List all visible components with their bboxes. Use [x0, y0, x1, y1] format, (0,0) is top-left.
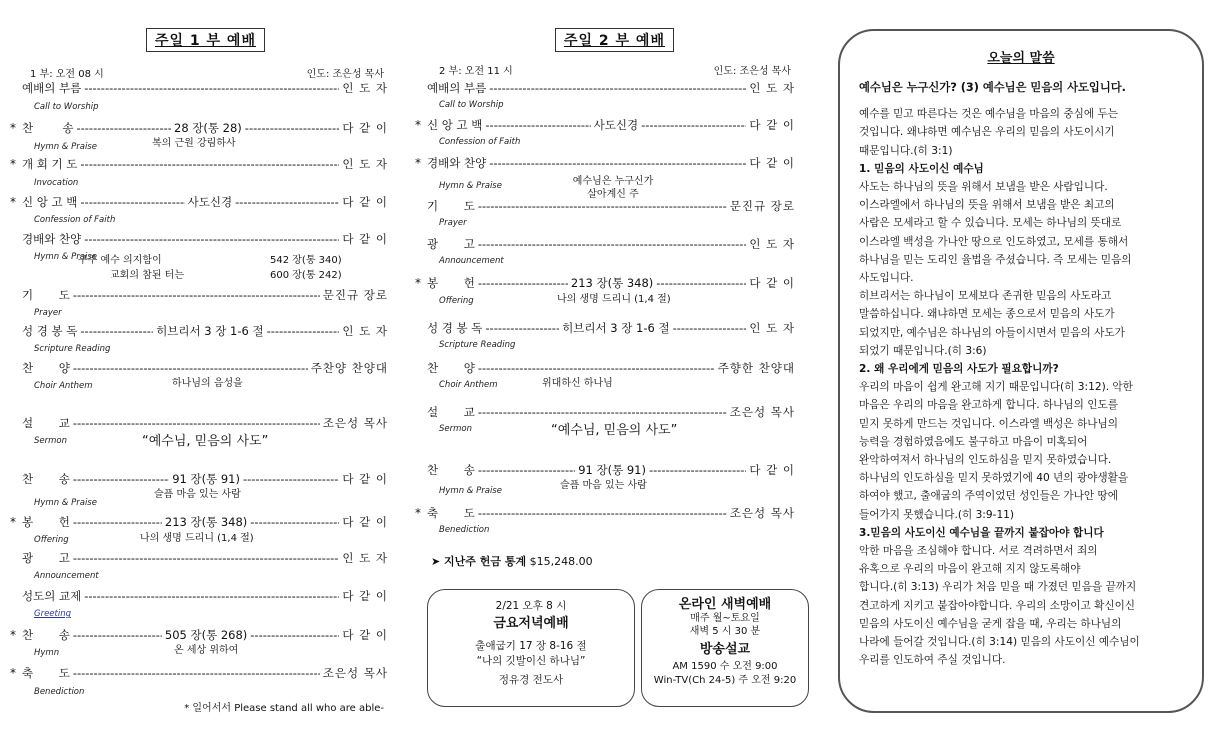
order-leader: 주향한 찬양대	[717, 361, 795, 375]
second-service-title: 주일 2 부 예배	[555, 28, 674, 52]
order-label: 찬 송	[22, 121, 74, 135]
message-line: 유혹으로 우리의 마음이 완고해 지지 않도록해야	[859, 563, 1081, 576]
first-service-leader: 인도: 조은성 목사	[306, 69, 384, 80]
praise-sub-1: 예수님은 누구신가	[572, 176, 654, 187]
message-line: 우리의 마음이 쉽게 완고해 지기 때문입니다(히 3:12). 악한	[859, 381, 1133, 394]
broadcast-am: AM 1590 수 오전 9:00	[672, 661, 778, 672]
order-leader: 주찬양 찬양대	[310, 361, 388, 375]
leader-dots	[73, 628, 162, 642]
order-row	[415, 506, 795, 520]
order-leader: 문진규 장로	[729, 199, 795, 213]
order-leader: 다 같 이	[342, 121, 388, 135]
leader-dots	[76, 121, 171, 135]
hymn-title: 하나님의 음성을	[172, 378, 243, 389]
dawn-time: 새벽 5 시 30 분	[689, 626, 761, 637]
message-line: 예수를 믿고 따른다는 것은 예수님을 마음의 중심에 두는	[859, 108, 1118, 121]
order-english: Invocation	[34, 178, 79, 188]
stand-marker: *	[10, 121, 16, 135]
leader-dots	[485, 118, 590, 132]
order-label: 설 교	[427, 405, 475, 419]
message-line: 들어가지 못했습니다.(히 3:9-11)	[859, 508, 1015, 521]
order-label: 광 고	[22, 551, 70, 565]
dawn-name: 온라인 새벽예배	[678, 597, 772, 612]
hymn-title: 나의 생명 드리니 (1,4 절)	[140, 533, 254, 544]
order-label: 성 경 봉 독	[427, 321, 483, 335]
order-label: 찬 양	[427, 361, 475, 375]
order-english: Call to Worship	[34, 102, 99, 112]
order-label: 찬 송	[22, 628, 70, 642]
order-row	[415, 118, 795, 132]
order-label: 경배와 찬양	[22, 232, 82, 246]
order-leader: 다 같 이	[342, 472, 388, 486]
order-leader: 인 도 자	[342, 551, 388, 565]
order-label: 설 교	[22, 416, 70, 430]
order-english: Hymn & Praise	[34, 498, 97, 508]
order-label: 찬 송	[427, 463, 475, 477]
order-english: Choir Anthem	[439, 380, 498, 390]
leader-dots	[489, 81, 746, 95]
order-leader: 다 같 이	[342, 232, 388, 246]
order-leader: 문진규 장로	[322, 288, 388, 302]
order-row	[10, 157, 388, 171]
stand-marker: *	[415, 156, 421, 170]
friday-passage: 출애굽기 17 장 8-16 절	[475, 640, 587, 652]
order-english: Hymn & Praise	[34, 252, 97, 262]
message-line: 때문입니다.(히 3:1)	[859, 144, 953, 157]
order-label: 광 고	[427, 237, 475, 251]
order-english: Offering	[439, 296, 474, 306]
order-detail: 213 장(통 348)	[570, 276, 654, 290]
order-leader: 인 도 자	[749, 81, 795, 95]
order-leader: 다 같 이	[342, 589, 388, 603]
order-row	[427, 237, 795, 251]
order-leader: 인 도 자	[342, 81, 388, 95]
leader-dots	[73, 666, 320, 680]
leader-dots	[250, 628, 339, 642]
offering-stats-label: ➤ 지난주 헌금 통계	[431, 555, 527, 568]
leader-dots	[80, 324, 153, 338]
order-label: 축 도	[427, 506, 475, 520]
order-row	[22, 416, 388, 430]
praise-sub-2: 살아계신 주	[587, 189, 639, 200]
order-row	[22, 361, 388, 375]
order-row	[22, 288, 388, 302]
message-subheading: 1. 믿음의 사도이신 예수님	[859, 162, 984, 175]
order-label: 찬 양	[22, 361, 70, 375]
order-leader: 다 같 이	[749, 118, 795, 132]
message-subheading: 3.믿음의 사도이신 예수님을 끝까지 붙잡아야 합니다	[859, 526, 1104, 539]
leader-dots	[73, 361, 308, 375]
offering-stats-value: $15,248.00	[529, 555, 593, 568]
order-english: Announcement	[34, 571, 99, 581]
order-label: 예배의 부름	[22, 81, 82, 95]
order-label: 봉 헌	[427, 276, 475, 290]
order-english: Hymn & Praise	[439, 486, 502, 496]
order-row	[22, 472, 388, 486]
stand-marker: *	[10, 515, 16, 529]
stand-marker: *	[10, 666, 16, 680]
order-english: Hymn & Praise	[34, 142, 97, 152]
order-leader: 인 도 자	[749, 321, 795, 335]
message-line: 우리를 인도하여 주실 것입니다.	[859, 654, 1006, 667]
leader-dots	[84, 81, 339, 95]
order-label: 봉 헌	[22, 515, 70, 529]
order-detail: 28 장(통 28)	[174, 121, 242, 135]
hymn-title: 복의 근원 강림하사	[152, 138, 236, 149]
message-line: 믿지 못하게 만드는 것입니다. 이스라엘 백성은 하나님의	[859, 417, 1118, 430]
order-row	[427, 463, 795, 477]
order-english: Confession of Faith	[439, 137, 521, 147]
order-label: 성도의 교제	[22, 589, 82, 603]
broadcast-title: 방송설교	[699, 642, 751, 657]
order-leader: 인 도 자	[749, 237, 795, 251]
order-leader: 조은성 목사	[729, 405, 795, 419]
hymn-title: 위대하신 하나님	[542, 378, 613, 389]
second-service-time: 2 부: 오전 11 시	[439, 66, 513, 77]
stand-marker: *	[415, 506, 421, 520]
order-row	[427, 199, 795, 213]
order-leader: 다 같 이	[749, 463, 795, 477]
order-label: 기 도	[22, 288, 70, 302]
message-line: 악한 마음을 조심해야 합니다. 서로 격려하면서 죄의	[859, 545, 1098, 558]
leader-dots	[478, 199, 727, 213]
message-title: 오늘의 말씀	[987, 51, 1055, 66]
hymn-title: 슬픔 마음 있는 사람	[560, 480, 647, 491]
message-line: 합니다.(히 3:13) 우리가 처음 믿을 때 가졌던 믿음을 끝까지	[859, 581, 1137, 594]
message-paragraphs	[859, 105, 1182, 669]
order-leader: 조은성 목사	[322, 666, 388, 680]
message-line: 완악하여져서 하나님의 인도하심을 믿지 못하였습니다.	[859, 454, 1112, 467]
first-service-title: 주일 1 부 예배	[146, 28, 265, 52]
order-row	[22, 324, 388, 338]
order-leader: 다 같 이	[342, 628, 388, 642]
order-row	[10, 515, 388, 529]
leader-dots	[673, 321, 747, 335]
friday-speaker: 정유경 전도사	[498, 674, 564, 686]
stand-marker: *	[10, 157, 16, 171]
order-english: Announcement	[439, 256, 504, 266]
message-line: 되었기 때문입니다.(히 3:6)	[859, 344, 987, 357]
message-line: 나라에 들어갈 것입니다.(히 3:14) 믿음의 사도이신 예수님이	[859, 636, 1140, 649]
message-line: 믿음의 사도이신 예수님을 굳게 잡을 때, 우리는 하나님의	[859, 617, 1122, 630]
broadcast-tv: Win-TV(Ch 24-5) 주 오전 9:20	[653, 675, 797, 686]
order-leader: 조은성 목사	[729, 506, 795, 520]
second-service-leader: 인도: 조은성 목사	[713, 66, 791, 77]
leader-dots	[73, 551, 340, 565]
order-detail: 사도신경	[187, 195, 233, 209]
praise-song-1: 구주 예수 의지함이	[78, 255, 162, 266]
message-line: 되었지만, 예수님은 하나님의 아들이시면서 믿음의 사도가	[859, 326, 1125, 339]
message-line: 하나님의 인도하심을 믿지 못하였기에 40 년의 광야생활을	[859, 472, 1129, 485]
leader-dots	[73, 288, 320, 302]
message-line: 말씀하십니다. 왜냐하면 모세는 종으로서 믿음의 사도가	[859, 308, 1115, 321]
order-detail: 505 장(통 268)	[164, 628, 248, 642]
leader-dots	[478, 361, 715, 375]
leader-dots	[73, 416, 320, 430]
order-row	[10, 195, 388, 209]
order-english: Hymn	[34, 648, 60, 658]
order-detail: 213 장(통 348)	[164, 515, 248, 529]
offering-stats	[431, 553, 593, 569]
order-label: 신 앙 고 백	[427, 118, 483, 132]
leader-dots	[73, 515, 162, 529]
praise-song-2-number: 600 장(통 242)	[270, 270, 342, 281]
todays-message-panel	[838, 29, 1204, 713]
friday-topic: “나의 깃발이신 하나님”	[476, 655, 586, 667]
order-leader: 다 같 이	[342, 515, 388, 529]
order-row	[427, 81, 795, 95]
order-leader: 다 같 이	[749, 276, 795, 290]
message-subheading: 2. 왜 우리에게 믿음의 사도가 필요합니까?	[859, 363, 1059, 376]
leader-dots	[84, 589, 339, 603]
order-english: Prayer	[34, 308, 62, 318]
leader-dots	[478, 463, 575, 477]
order-row	[415, 276, 795, 290]
order-leader: 다 같 이	[342, 195, 388, 209]
leader-dots	[80, 157, 339, 171]
leader-dots	[485, 321, 559, 335]
order-label: 찬 송	[22, 472, 70, 486]
message-line: 능력을 경험하였음에도 불구하고 마음이 미혹되어	[859, 435, 1088, 448]
leader-dots	[245, 121, 340, 135]
order-label: 개 회 기 도	[22, 157, 78, 171]
leader-dots	[641, 118, 746, 132]
message-line: 이스라엘에서 하나님의 뜻을 위해서 보냄을 받은 최고의	[859, 199, 1115, 212]
order-english: Hymn & Praise	[439, 181, 502, 191]
order-row	[427, 361, 795, 375]
leader-dots	[235, 195, 339, 209]
order-english: Confession of Faith	[34, 215, 116, 225]
message-line: 사도는 하나님의 뜻을 위해서 보냄을 받은 사람입니다.	[859, 181, 1108, 194]
leader-dots	[84, 232, 339, 246]
friday-service-box	[427, 589, 635, 707]
dawn-service-box	[641, 589, 809, 707]
order-row	[22, 81, 388, 95]
order-english: Scripture Reading	[34, 344, 111, 354]
message-line: 이스라엘 백성을 가나안 땅으로 인도하였고, 모세를 통해서	[859, 235, 1129, 248]
sermon-title: “예수님, 믿음의 사도”	[142, 434, 269, 449]
leader-dots	[489, 156, 746, 170]
leader-dots	[478, 506, 727, 520]
order-detail: 히브리서 3 장 1-6 절	[156, 324, 264, 338]
leader-dots	[478, 276, 568, 290]
message-line: 사람은 모세라고 할 수 있습니다. 모세는 하나님의 뜻대로	[859, 217, 1122, 230]
stand-marker: *	[10, 628, 16, 642]
order-row	[22, 589, 388, 603]
hymn-title: 슬픔 마음 있는 사람	[154, 489, 241, 500]
order-english: Scripture Reading	[439, 340, 516, 350]
message-line: 사도입니다.	[859, 272, 914, 285]
first-service-time: 1 부: 오전 08 시	[30, 69, 104, 80]
hymn-title: 나의 생명 드리니 (1,4 절)	[557, 294, 671, 305]
order-english: Benediction	[34, 687, 85, 697]
order-row	[22, 551, 388, 565]
leader-dots	[478, 237, 747, 251]
leader-dots	[267, 324, 340, 338]
hymn-title: 온 세상 위하여	[174, 645, 239, 656]
leader-dots	[478, 405, 727, 419]
order-english: Benediction	[439, 525, 490, 535]
praise-song-1-number: 542 장(통 340)	[270, 255, 342, 266]
order-row	[10, 666, 388, 680]
message-line: 것입니다. 왜냐하면 예수님은 우리의 믿음의 사도이시기	[859, 126, 1115, 139]
message-line: 마음은 우리의 마음을 완고하게 합니다. 하나님의 인도를	[859, 399, 1118, 412]
leader-dots	[243, 472, 339, 486]
leader-dots	[73, 472, 169, 486]
order-label: 예배의 부름	[427, 81, 487, 95]
order-row	[22, 232, 388, 246]
order-leader: 다 같 이	[749, 156, 795, 170]
order-detail: 91 장(통 91)	[172, 472, 240, 486]
order-english: Greeting	[34, 609, 72, 619]
order-row	[427, 321, 795, 335]
leader-dots	[649, 463, 746, 477]
order-detail: 사도신경	[593, 118, 639, 132]
stand-marker: *	[10, 195, 16, 209]
stand-marker: *	[415, 118, 421, 132]
order-english: Choir Anthem	[34, 381, 93, 391]
order-label: 기 도	[427, 199, 475, 213]
message-body	[859, 79, 1182, 670]
order-leader: 인 도 자	[342, 157, 388, 171]
order-english: Offering	[34, 535, 69, 545]
message-heading: 예수님은 누구신가? (3) 예수님은 믿음의 사도입니다.	[859, 81, 1126, 94]
leader-dots	[80, 195, 184, 209]
order-row	[415, 156, 795, 170]
order-row	[427, 405, 795, 419]
order-label: 신 앙 고 백	[22, 195, 78, 209]
order-english: Prayer	[439, 218, 467, 228]
order-english: Sermon	[34, 436, 67, 446]
stand-marker: *	[415, 276, 421, 290]
praise-song-2: 교회의 참된 터는	[110, 270, 184, 281]
order-label: 성 경 봉 독	[22, 324, 78, 338]
message-line: 견고하게 지키고 붙잡아야합니다. 우리의 소망이고 확신이신	[859, 599, 1136, 612]
friday-name: 금요저녁예배	[493, 616, 569, 631]
order-english: Sermon	[439, 424, 472, 434]
friday-date: 2/21 오후 8 시	[495, 600, 567, 612]
message-line: 하여야 했고, 출애굽의 주역이었던 성인들은 가나안 땅에	[859, 490, 1118, 503]
order-row	[10, 121, 388, 135]
leader-dots	[250, 515, 339, 529]
order-leader: 조은성 목사	[322, 416, 388, 430]
message-line: 하나님을 믿는 도리인 율법을 주셨습니다. 즉 모세는 믿음의	[859, 253, 1132, 266]
order-label: 경배와 찬양	[427, 156, 487, 170]
order-english: Call to Worship	[439, 100, 504, 110]
leader-dots	[656, 276, 746, 290]
order-detail: 히브리서 3 장 1-6 절	[562, 321, 670, 335]
order-detail: 91 장(통 91)	[578, 463, 646, 477]
dawn-days: 매주 월~토요일	[690, 613, 760, 624]
order-label: 축 도	[22, 666, 70, 680]
order-leader: 인 도 자	[342, 324, 388, 338]
message-line: 히브리서는 하나님이 모세보다 존귀한 믿음의 사도라고	[859, 290, 1112, 303]
standing-footnote: * 일어서서 Please stand all who are able-	[184, 703, 384, 714]
order-row	[10, 628, 388, 642]
sermon-title: “예수님, 믿음의 사도”	[551, 423, 678, 438]
